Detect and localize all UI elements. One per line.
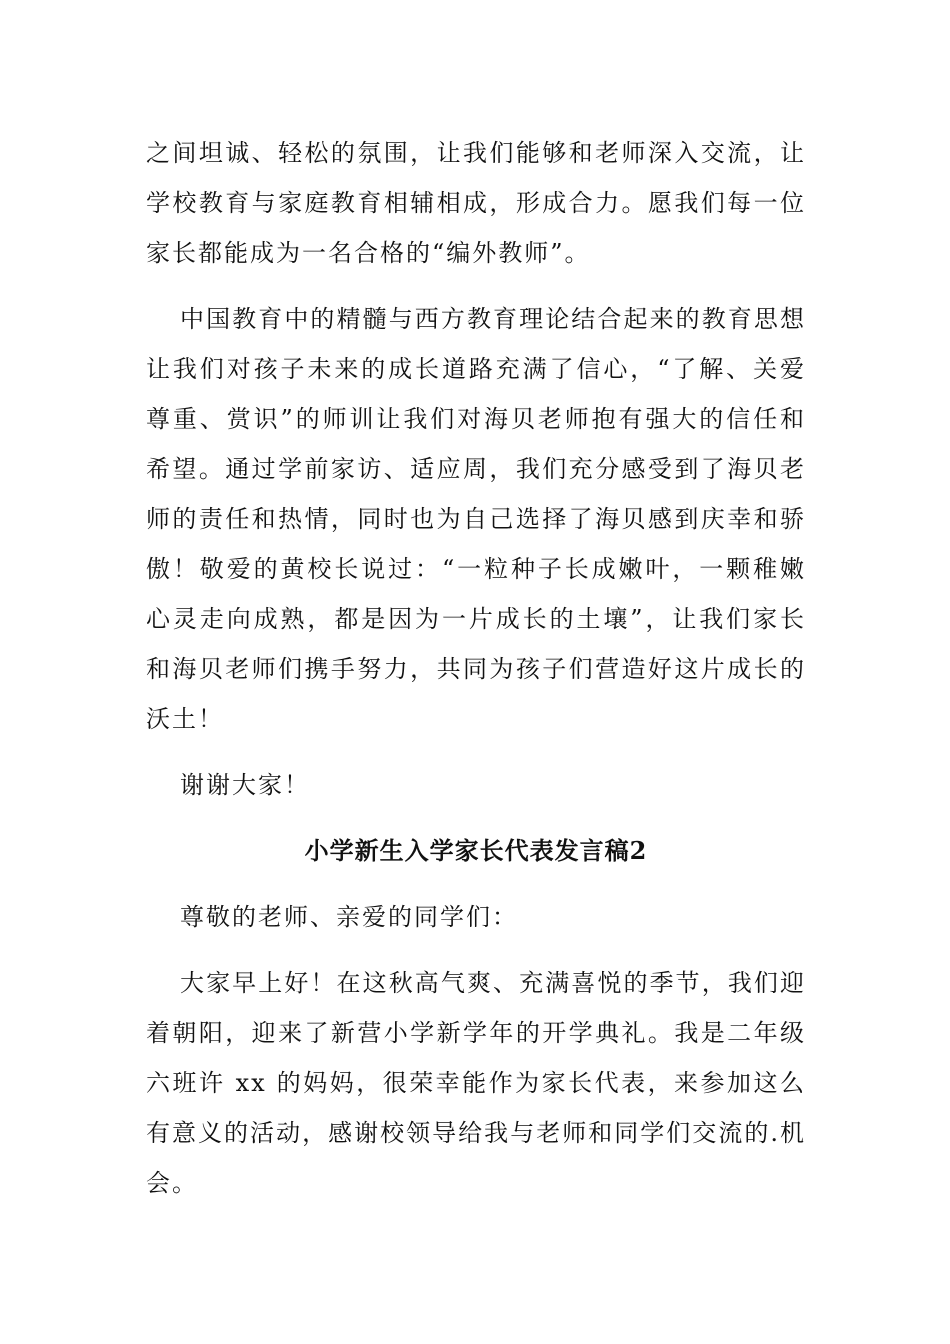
section-heading: 小学新生入学家长代表发言稿2 <box>304 836 648 865</box>
document-body <box>146 128 806 1208</box>
paragraph-education-philosophy: 中国教育中的精髓与西方教育理论结合起来的教育思想让我们对孩子未来的成长道路充满了信心，“了解、关爱尊重、赏识”的师训让我们对海贝老师抱有强大的信任和希望。通过学前家访、适应周，我们充分感受到了海贝老师的责任和热情，同时也为自己选择了海贝感到庆幸和骄傲！敬爱的黄校长说过：“一粒种子长成嫩叶，一颗稚嫩心灵走向成熟，都是因为一片成长的土壤”，让我们家长和海贝老师们携手努力，共同为孩子们营造好这片成长的沃土！ <box>146 305 806 733</box>
paragraph-greeting: 大家早上好！在这秋高气爽、充满喜悦的季节，我们迎着朝阳，迎来了新营小学新学年的开学典礼。我是二年级六班许 xx 的妈妈，很荣幸能作为家长代表，来参加这么有意义的活动，感谢校领导给我与老师和同学们交流的.机会。 <box>146 969 806 1197</box>
paragraph-thanks: 谢谢大家！ <box>180 771 310 799</box>
paragraph-salutation: 尊敬的老师、亲爱的同学们： <box>180 903 518 931</box>
paragraph-continuation: 之间坦诚、轻松的氛围，让我们能够和老师深入交流，让学校教育与家庭教育相辅相成，形成合力。愿我们每一位家长都能成为一名合格的“编外教师”。 <box>146 139 806 267</box>
